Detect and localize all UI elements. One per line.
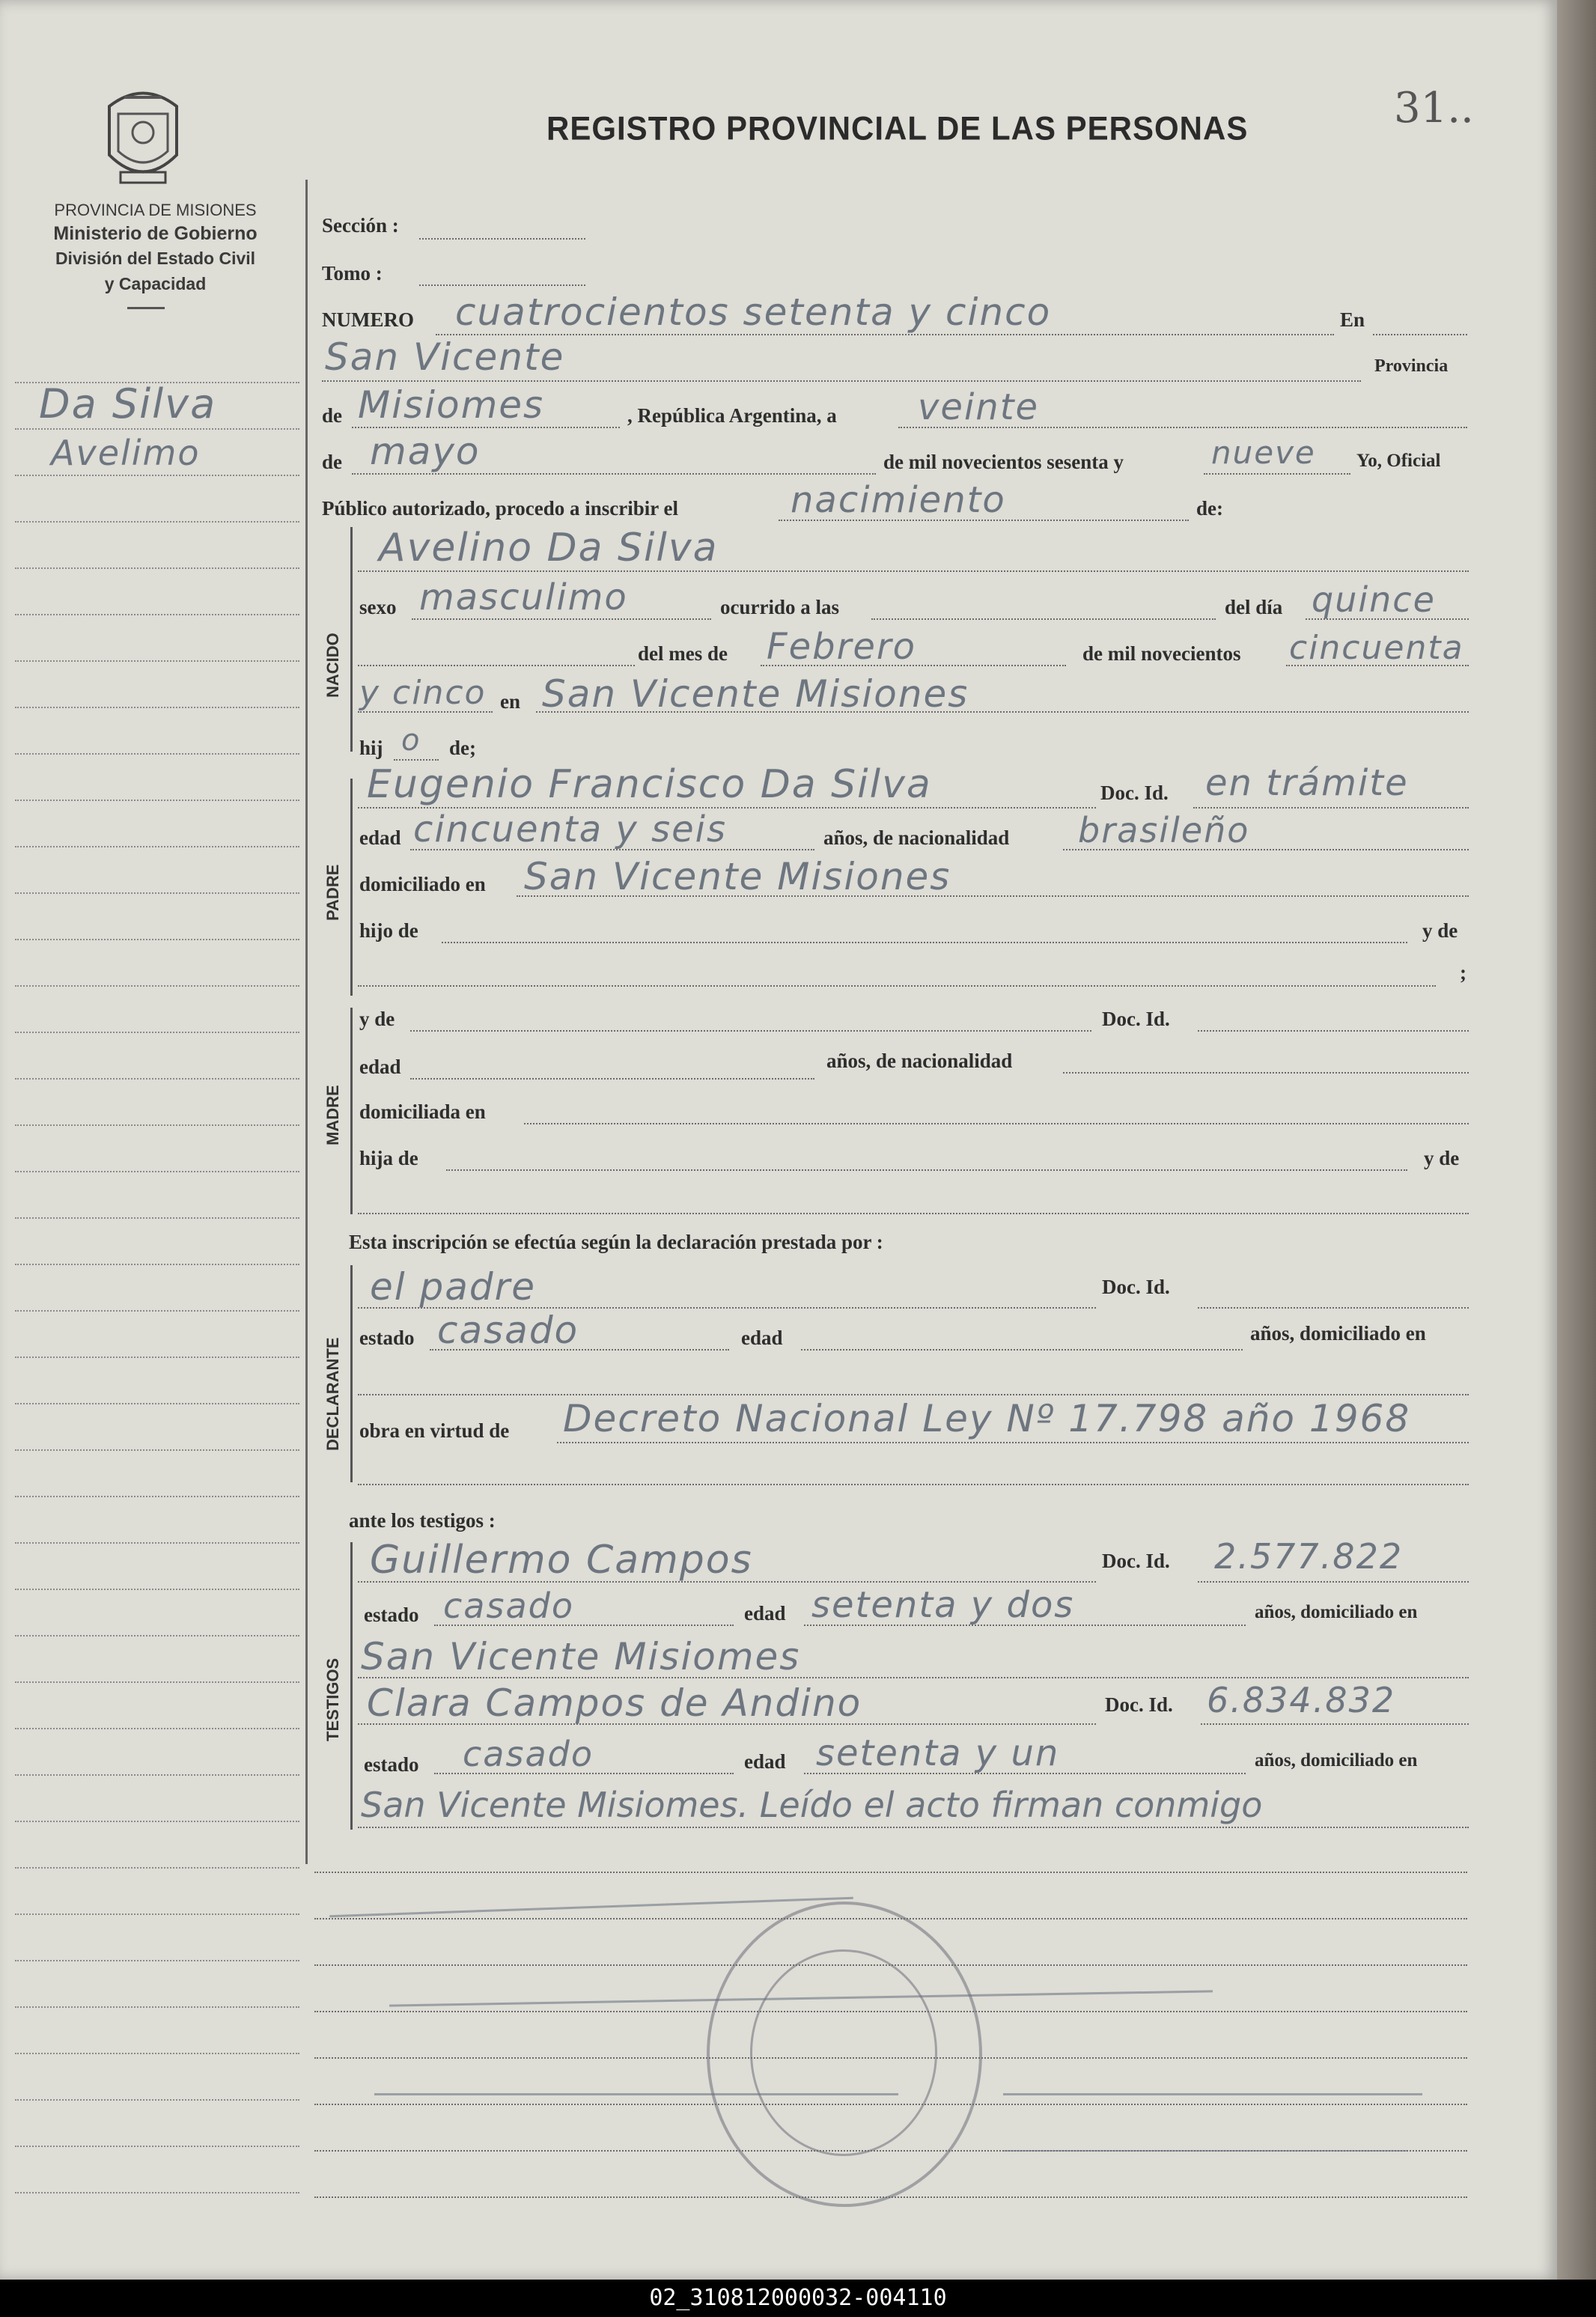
footer-caption: 02_310812000032-004110: [0, 2280, 1596, 2317]
de-label: de: [322, 404, 342, 427]
nacido-name-line: [358, 570, 1469, 572]
margin-rule: [15, 2146, 299, 2147]
margin-rule: [15, 1357, 299, 1358]
witness2-domicilio: San Vicente Misiomes. Leído el acto firman conmigo: [361, 1785, 1263, 1825]
madre-doc-label: Doc. Id.: [1102, 1008, 1170, 1030]
madre-domicilio-label: domiciliada en: [359, 1100, 486, 1123]
hora-line: [871, 618, 1216, 620]
witness1-edad: setenta y dos: [811, 1584, 1075, 1626]
obra-line-2: [358, 1484, 1469, 1485]
margin-rule: [15, 1496, 299, 1497]
declarante-domicilio-label: años, domiciliado en: [1250, 1322, 1426, 1345]
signature-witness2: [1003, 2093, 1422, 2095]
margin-rule: [15, 1774, 299, 1776]
birth-month-value: Febrero: [767, 626, 916, 668]
margin-rule: [15, 1078, 299, 1080]
madre-nacionalidad-label: años, de nacionalidad: [826, 1050, 1013, 1072]
padre-y-de-label: y de: [1422, 919, 1458, 942]
birth-month-line: [761, 665, 1066, 666]
signature-official: [1003, 2150, 1407, 2152]
margin-rule: [15, 1403, 299, 1404]
margin-rule: [15, 1310, 299, 1312]
signature-rule: [314, 1872, 1467, 1873]
margin-rule: [15, 1449, 299, 1451]
testigos-intro: ante los testigos :: [349, 1509, 496, 1532]
padre-doc-label: Doc. Id.: [1100, 782, 1169, 804]
madre-hija-de-line: [446, 1169, 1407, 1171]
padre-doc-line: [1193, 807, 1469, 809]
obra-label: obra en virtud de: [359, 1419, 510, 1442]
day-value: veinte: [918, 386, 1040, 428]
margin-rule: [15, 2006, 299, 2008]
nacido-name: Avelino Da Silva: [379, 526, 719, 570]
witness2-edad-line: [804, 1773, 1246, 1774]
agency-province: PROVINCIA DE MISIONES: [54, 201, 257, 219]
witness2-name-line: [358, 1723, 1096, 1725]
birth-year-label: de mil novecientos: [1082, 642, 1241, 665]
act-line: [779, 520, 1189, 521]
province-value: Misiomes: [358, 383, 545, 427]
hijo-de-label: de;: [449, 737, 476, 759]
day-line: [898, 427, 1467, 428]
margin-given-name: Avelimo: [51, 433, 201, 473]
padre-bracket: [350, 779, 353, 996]
year-value: nueve: [1211, 434, 1316, 471]
page-number: 31..: [1394, 84, 1474, 133]
margin-rule: [15, 1867, 299, 1869]
declarante-edad-line: [801, 1349, 1243, 1351]
en-label: En: [1340, 308, 1365, 331]
margin-rule: [15, 521, 299, 523]
margin-rule: [15, 1635, 299, 1636]
padre-y-de-line: [358, 985, 1436, 987]
witness2-domicilio-label: años, domiciliado en: [1255, 1750, 1418, 1771]
place-value: San Vicente: [325, 335, 565, 379]
month-line: [352, 473, 876, 475]
witness1-name: Guillermo Campos: [370, 1538, 753, 1583]
seccion-line: [419, 238, 585, 240]
hijo-value: o: [401, 723, 421, 758]
provincial-crest-icon: [102, 84, 184, 189]
madre-edad-line: [410, 1078, 814, 1080]
padre-edad-line: [410, 849, 814, 850]
birth-place-line: [536, 711, 1469, 713]
obra-line: [557, 1442, 1469, 1443]
province-line: [352, 427, 620, 428]
witness2-doc-label: Doc. Id.: [1105, 1693, 1173, 1716]
madre-extra-line: [358, 1213, 1469, 1214]
agency-underline: [127, 307, 165, 309]
declarante-edad-label: edad: [741, 1327, 783, 1349]
page-edge: [1557, 0, 1596, 2280]
en-label: en: [500, 690, 520, 713]
margin-rule: [15, 1032, 299, 1033]
birth-year-line: [1286, 665, 1469, 666]
declarante-domicilio-line: [358, 1394, 1469, 1395]
declarante-bracket: [350, 1265, 353, 1482]
seccion-label: Sección :: [322, 214, 399, 237]
padre-nacionalidad-value: brasileño: [1078, 810, 1250, 850]
sexo-line: [412, 618, 711, 620]
year-line: [1204, 473, 1350, 475]
place-line: [322, 380, 1361, 382]
padre-hijo-de-line: [442, 942, 1407, 943]
numero-value: cuatrocientos setenta y cinco: [455, 290, 1052, 334]
declarante-section-label: DECLARANTE: [323, 1337, 342, 1451]
tomo-label: Tomo :: [322, 262, 383, 284]
margin-rule: [15, 753, 299, 755]
margin-rule: [15, 475, 299, 476]
en-line: [1373, 334, 1467, 335]
margin-rule: [15, 2099, 299, 2101]
witness1-estado: casado: [443, 1586, 574, 1626]
margin-rule: [15, 800, 299, 801]
agency-ministry: Ministerio de Gobierno: [53, 223, 258, 244]
witness2-domicilio-line: [358, 1827, 1469, 1828]
de-label-2: de: [322, 451, 342, 473]
witness1-estado-label: estado: [364, 1604, 419, 1626]
madre-bracket: [350, 1008, 353, 1214]
agency-capacity: y Capacidad: [104, 274, 207, 293]
year-label: de mil novecientos sesenta y: [883, 451, 1124, 473]
column-divider: [305, 180, 308, 1864]
declarante-doc-label: Doc. Id.: [1102, 1276, 1170, 1298]
hijo-line: [394, 759, 439, 761]
margin-rule: [15, 660, 299, 662]
madre-y-de-label: y de: [359, 1008, 395, 1030]
republica-label: , República Argentina, a: [627, 404, 837, 427]
madre-edad-label: edad: [359, 1056, 401, 1078]
witness2-doc-line: [1201, 1723, 1469, 1725]
publico-label: Público autorizado, procedo a inscribir el: [322, 497, 678, 520]
margin-rule: [15, 1264, 299, 1265]
birth-year-value: cincuenta: [1289, 629, 1464, 667]
birth-year-value-2: y cinco: [359, 674, 487, 712]
hijo-label: hij: [359, 737, 383, 759]
padre-doc-value: en trámite: [1205, 762, 1409, 804]
witness1-name-line: [358, 1581, 1096, 1583]
madre-nacionalidad-line: [1063, 1072, 1469, 1074]
padre-semicolon: ;: [1460, 961, 1466, 984]
agency-division: División del Estado Civil: [55, 249, 256, 268]
margin-rule: [15, 1913, 299, 1915]
witness2-estado: casado: [463, 1734, 594, 1774]
witness2-estado-line: [434, 1773, 734, 1774]
del-dia-label: del día: [1225, 596, 1283, 618]
sexo-label: sexo: [359, 596, 397, 618]
official-seal: [707, 1902, 982, 2207]
signature-declarant: [329, 1897, 853, 1917]
margin-rule: [15, 567, 299, 569]
witness1-domicilio: San Vicente Misiomes: [361, 1635, 801, 1678]
padre-edad-label: edad: [359, 826, 401, 849]
witness2-edad: setenta y un: [816, 1732, 1060, 1774]
margin-rule: [15, 1821, 299, 1822]
madre-hija-de-label: hija de: [359, 1147, 418, 1169]
margin-rule: [15, 846, 299, 847]
testigos-bracket: [350, 1542, 353, 1830]
witness1-domicilio-label: años, domiciliado en: [1255, 1602, 1418, 1622]
margin-rule: [15, 428, 299, 430]
padre-name: Eugenio Francisco Da Silva: [367, 762, 932, 807]
declarante-doc-line: [1198, 1307, 1469, 1309]
margin-rule: [15, 1124, 299, 1126]
witness1-domicilio-line: [358, 1677, 1469, 1678]
madre-domicilio-line: [524, 1123, 1469, 1124]
margin-surname: Da Silva: [39, 380, 217, 427]
witness2-estado-label: estado: [364, 1753, 419, 1776]
left-column: [0, 0, 305, 2280]
madre-doc-line: [1198, 1030, 1469, 1032]
padre-hijo-de-label: hijo de: [359, 919, 418, 942]
official-seal-inner: [750, 1949, 937, 2156]
margin-rule: [15, 939, 299, 940]
declarante-name: el padre: [370, 1265, 536, 1309]
blank-line: [358, 665, 635, 666]
provincia-label: Provincia: [1374, 356, 1449, 376]
birth-year-line-2: [358, 711, 493, 713]
numero-label: NUMERO: [322, 308, 414, 331]
margin-rule: [15, 1960, 299, 1961]
oficial-label: Yo, Oficial: [1356, 451, 1441, 471]
margin-rule: [15, 707, 299, 708]
witness2-name: Clara Campos de Andino: [367, 1681, 862, 1725]
margin-rule: [15, 1542, 299, 1544]
margin-rule: [15, 1217, 299, 1219]
declarante-estado-label: estado: [359, 1327, 415, 1349]
act-value: nacimiento: [791, 479, 1006, 521]
sexo-value: masculimo: [419, 576, 628, 618]
declarante-estado-value: casado: [437, 1309, 579, 1352]
padre-domicilio-label: domiciliado en: [359, 873, 486, 895]
declarante-estado-line: [430, 1349, 729, 1351]
padre-edad-value: cincuenta y seis: [413, 809, 727, 850]
margin-rule: [15, 985, 299, 987]
nacido-section-label: NACIDO: [323, 633, 342, 698]
padre-nacionalidad-line: [1063, 849, 1469, 850]
margin-rule: [15, 614, 299, 615]
witness1-doc-label: Doc. Id.: [1102, 1550, 1170, 1572]
padre-section-label: PADRE: [323, 864, 342, 921]
madre-name-line: [410, 1030, 1091, 1032]
madre-section-label: MADRE: [323, 1085, 342, 1145]
birth-day-value: quince: [1312, 579, 1436, 620]
witness1-edad-label: edad: [744, 1602, 786, 1625]
birth-day-line: [1306, 618, 1469, 620]
margin-rule: [15, 1171, 299, 1172]
padre-domicilio-value: San Vicente Misiones: [524, 855, 951, 898]
witness1-edad-line: [804, 1625, 1246, 1626]
birth-place-value: San Vicente Misiones: [542, 672, 969, 716]
margin-rule: [15, 1589, 299, 1590]
tomo-line: [419, 284, 585, 286]
ocurrido-label: ocurrido a las: [720, 596, 839, 618]
month-value: mayo: [370, 430, 481, 473]
testigos-section-label: TESTIGOS: [323, 1657, 342, 1741]
margin-rule: [15, 892, 299, 894]
witness1-estado-line: [434, 1625, 734, 1626]
margin-rule: [15, 382, 299, 383]
del-mes-label: del mes de: [638, 642, 728, 665]
witness1-doc-line: [1198, 1581, 1469, 1583]
page-title: REGISTRO PROVINCIAL DE LAS PERSONAS: [546, 109, 1249, 147]
margin-rule: [15, 1728, 299, 1729]
madre-y-de-label-2: y de: [1424, 1147, 1460, 1169]
margin-rule: [15, 2192, 299, 2193]
witness1-doc: 2.577.822: [1214, 1536, 1404, 1577]
padre-nacionalidad-label: años, de nacionalidad: [823, 826, 1010, 849]
margin-rule: [15, 2053, 299, 2054]
witness2-doc: 6.834.832: [1207, 1680, 1396, 1720]
de-colon-label: de:: [1196, 497, 1223, 520]
numero-line: [436, 334, 1334, 335]
declarante-intro: Esta inscripción se efectúa según la declaración prestada por :: [349, 1231, 883, 1253]
witness2-edad-label: edad: [744, 1750, 786, 1773]
padre-domicilio-line: [517, 895, 1469, 897]
margin-rule: [15, 1681, 299, 1683]
obra-value: Decreto Nacional Ley Nº 17.798 año 1968: [563, 1397, 1411, 1440]
nacido-bracket: [350, 527, 353, 752]
